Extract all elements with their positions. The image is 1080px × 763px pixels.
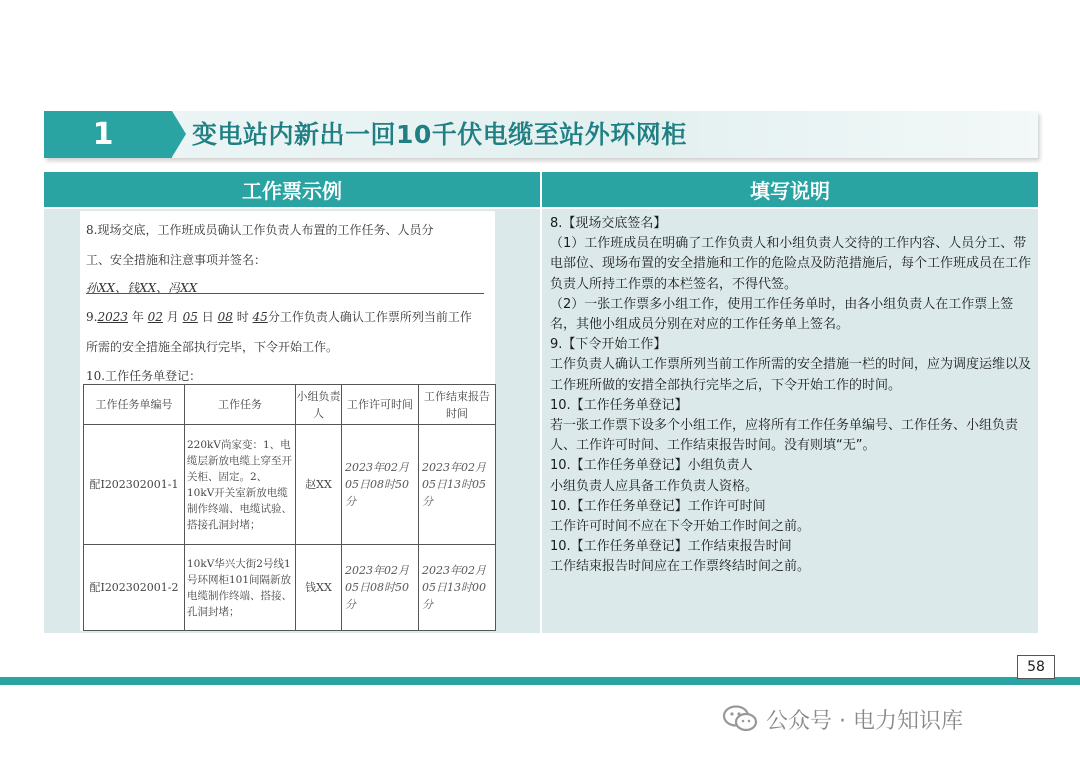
ticket-year: 2023 [97, 310, 128, 324]
ticket-text: 分工作负责人确认工作票所列当前工作 [267, 310, 472, 324]
arrow-decoration [172, 111, 186, 157]
ticket-line-9 [86, 308, 472, 325]
leader-cell: 赵XX [296, 425, 342, 545]
instruction-line: 10.【工作任务单登记】工作许可时间 [550, 498, 766, 514]
instruction-line: 若一张工作票下设多个小组工作，应将所有工作任务单编号、工作任务、小组负责人、工作许可时间、工作结束报告时间。没有则填“无”。 [550, 418, 1019, 454]
page-number: 58 [1017, 655, 1055, 679]
end-time-cell: 2023年02月05日13时00分 [419, 545, 496, 631]
table-header-cell: 工作任务单编号 [84, 385, 185, 425]
table-header-row [84, 385, 496, 425]
table-row [84, 545, 496, 631]
instruction-line: 工作许可时间不应在下令开始工作时间之前。 [550, 519, 811, 535]
ticket-minute: 45 [252, 310, 268, 324]
ticket-month: 02 [147, 310, 163, 324]
table-row [84, 425, 496, 545]
instruction-line: 10.【工作任务单登记】工作结束报告时间 [550, 539, 792, 555]
task-register-table [83, 384, 496, 631]
task-cell: 220kV尚家变：1、电缆层新放电缆上穿至开关柜、固定。2、10kV开关室新放电缆制作终端、电缆试验、搭接孔洞封堵； [185, 425, 296, 545]
ticket-text: 月 [166, 310, 179, 324]
work-ticket-scan [80, 211, 495, 631]
footer-bar [0, 677, 1080, 685]
wechat-icon [722, 705, 758, 733]
section-number: 1 [44, 111, 172, 158]
instruction-line: 9.【下令开始工作】 [550, 337, 667, 353]
watermark [722, 703, 963, 735]
instruction-line: （1）工作班成员在明确了工作负责人和小组负责人交待的工作内容、人员分工、带电部位、现场布置的安全措施和工作的危险点及防范措施后，每个工作班成员在工作负责人所持工作票的本栏签名，不得代签。 [550, 236, 1032, 292]
table-header-cell: 小组负责人 [296, 385, 342, 425]
instructions-text [550, 214, 1036, 578]
ticket-text: 9. [86, 310, 98, 324]
ticket-text: 年 [131, 310, 144, 324]
ticket-line-9-cont: 所需的安全措施全部执行完毕，下令开始工作。 [86, 340, 339, 354]
instruction-line: 工作负责人确认工作票所列当前工作所需的安全措施一栏的时间，应为调度运维以及工作班所做的安措全部执行完毕之后，下令开始工作的时间。 [550, 357, 1032, 393]
ticket-hour: 08 [217, 310, 233, 324]
table-header-cell: 工作结束报告时间 [419, 385, 496, 425]
ticket-line-10: 10.工作任务单登记： [86, 369, 202, 383]
ticket-line-8-cont: 工、安全措施和注意事项并签名： [86, 253, 267, 267]
ticket-day: 05 [182, 310, 198, 324]
column-header-example: 工作票示例 [44, 172, 540, 207]
instruction-line: 8.【现场交底签名】 [550, 216, 667, 231]
ticket-line-8: 8.现场交底，工作班成员确认工作负责人布置的工作任务、人员分 [86, 223, 434, 237]
table-header-cell: 工作许可时间 [342, 385, 419, 425]
ticket-signatures: 孙XX、钱XX、冯XX [86, 281, 198, 295]
permit-time-cell: 2023年02月05日08时50分 [342, 545, 419, 631]
task-no-cell: 配Ⅰ202302001-1 [84, 425, 185, 545]
instruction-line: 工作结束报告时间应在工作票终结时间之前。 [550, 559, 811, 575]
page-title: 变电站内新出一回10千伏电缆至站外环网柜 [192, 120, 687, 149]
instruction-line: 10.【工作任务单登记】 [550, 397, 688, 413]
ticket-text: 日 [201, 310, 214, 324]
instruction-line: 小组负责人应具备工作负责人资格。 [550, 478, 759, 494]
task-no-cell: 配Ⅰ202302001-2 [84, 545, 185, 631]
leader-cell: 钱XX [296, 545, 342, 631]
instruction-line: 10.【工作任务单登记】小组负责人 [550, 458, 753, 474]
table-header-cell: 工作任务 [185, 385, 296, 425]
ticket-text: 时 [236, 310, 249, 324]
signature-underline [86, 293, 484, 294]
task-cell: 10kV华兴大街2号线1号环网柜101间隔新放电缆制作终端、搭接、孔洞封堵； [185, 545, 296, 631]
watermark-text: 公众号 · 电力知识库 [766, 708, 963, 734]
instruction-line: （2）一张工作票多小组工作，使用工作任务单时，由各小组负责人在工作票上签名，其他小组成员分别在对应的工作任务单上签名。 [550, 296, 1014, 333]
end-time-cell: 2023年02月05日13时05分 [419, 425, 496, 545]
permit-time-cell: 2023年02月05日08时50分 [342, 425, 419, 545]
column-header-instructions: 填写说明 [542, 172, 1038, 207]
